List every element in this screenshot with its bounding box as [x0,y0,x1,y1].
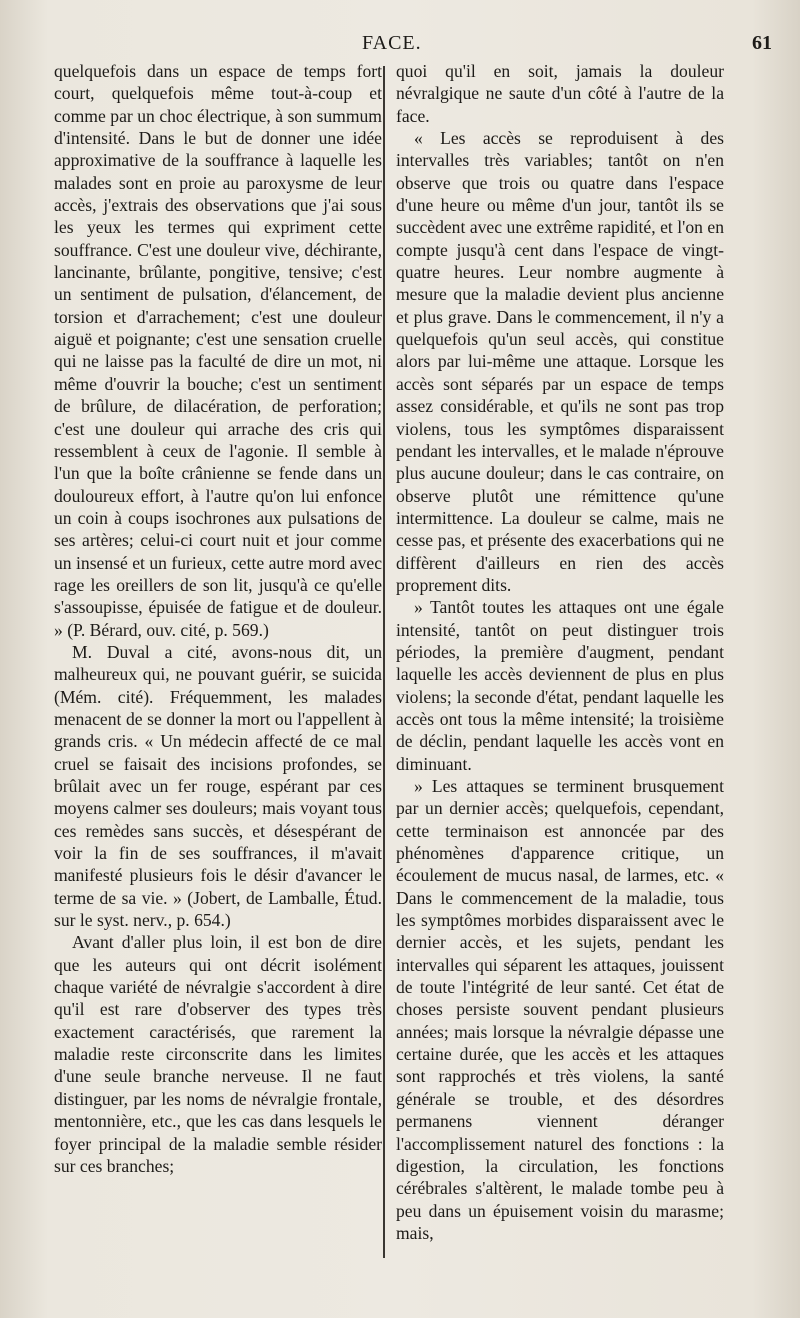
column-divider [383,66,385,1258]
paragraph: « Les accès se reproduisent à des intervalles très variables; tantôt on n'en observe que trois ou quatre dans l'espace d'une heure ou même d'un jour, tantôt ils se succèdent avec une extrême rapidité, et l'on en compte jusqu'à cent dans l'espace de vingt-quatre heures. Leur nombre augmente à mesure que la maladie devient plus ancienne et plus grave. Dans le commencement, il n'y a quelquefois qu'un seul accès, qui constitue alors par lui-même une attaque. Lorsque les accès sont séparés par un espace de temps assez considérable, et qu'ils ne sont pas trop violens, tous les symptômes disparaissent pendant les intervalles, et le malade n'éprouve plus aucune douleur; dans le cas contraire, on observe plutôt une rémittence qu'une intermittence. La douleur se calme, mais ne cesse pas, et présente des exacerbations qui ne diffèrent d'ailleurs en rien des accès proprement dits. [396,128,724,595]
paragraph: quoi qu'il en soit, jamais la douleur névralgique ne saute d'un côté à l'autre de la face. [396,61,724,126]
right-column [396,60,724,1244]
page-header [0,32,800,58]
paragraph: » Tantôt toutes les attaques ont une égale intensité, tantôt on peut distinguer trois périodes, la première d'augment, pendant laquelle les accès deviennent de plus en plus violens; la seconde d'état, pendant laquelle les accès ont tous la même intensité; la troisième de déclin, pendant laquelle les accès vont en diminuant. [396,597,724,774]
paragraph: Avant d'aller plus loin, il est bon de dire que les auteurs qui ont décrit isolément chaque variété de névralgie s'accordent à dire qu'il est rare d'observer des types très exactement caractérisés, que rarement la maladie reste circonscrite dans les limites d'une seule branche nerveuse. Il ne faut distinguer, par les noms de névralgie frontale, mentonnière, etc., que les cas dans lesquels le foyer principal de la maladie semble résider sur ces branches; [54,932,382,1176]
paragraph: M. Duval a cité, avons-nous dit, un malheureux qui, ne pouvant guérir, se suicida (Mém. cité). Fréquemment, les malades menacent de se donner la mort ou l'appellent à grands cris. « Un médecin affecté de ce mal cruel se faisait des incisions profondes, se brûlait avec un fer rouge, espérant par ces moyens calmer ses douleurs; mais voyant tous ces remèdes sans succès, et désespérant de voir la fin de ses souffrances, il m'avait manifesté plusieurs fois le désir d'avancer le terme de sa vie. » (Jobert, de Lamballe, Étud. sur le syst. nerv., p. 654.) [54,641,382,931]
running-title: FACE. [362,32,422,54]
page-number: 61 [752,32,772,54]
paragraph: quelquefois dans un espace de temps fort court, quelquefois même tout-à-coup et comme par un choc électrique, à son summum d'intensité. Dans le but de donner une idée approximative de la souffrance à laquelle les malades sont en proie au paroxysme de leur accès, j'extrais des observations que j'ai sous les yeux les termes qui expriment cette souffrance. C'est une douleur vive, déchirante, lancinante, brûlante, pongitive, tensive; c'est un sentiment de pulsation, d'élancement, de torsion et d'arrachement; c'est une douleur aiguë et poignante; c'est une sensation cruelle qui ne laisse pas la faculté de dire un mot, ni même d'ouvrir la bouche; c'est un sentiment de brûlure, de dilacération, de perforation; c'est une douleur qui arrache des cris qui ressemblent à ceux de l'agonie. Il semble à l'un que la boîte crânienne se fende dans un douloureux effort, à l'autre qu'on lui enfonce un coin à coups isochrones aux pulsations de ses artères; celui-ci court nuit et jour comme un insensé et un furieux, cette autre mord avec rage les oreillers de son lit, jusqu'à ce qu'elle s'assoupisse, épuisée de fatigue et de douleur. » (P. Bérard, ouv. cité, p. 569.) [54,61,382,640]
left-column [54,60,382,1177]
paragraph: » Les attaques se terminent brusquement par un dernier accès; quelquefois, cependant, cette terminaison est annoncée par des phénomènes d'apparence critique, un écoulement de mucus nasal, de larmes, etc. « Dans le commencement de la maladie, tous les symptômes morbides disparaissent avec le dernier accès, et les sujets, pendant les intervalles qui séparent les attaques, jouissent de toute l'intégrité de leur santé. Cet état de choses persiste souvent pendant plusieurs années; mais lorsque la névralgie dépasse une certaine durée, que les accès et les attaques sont rapprochés et très violens, la santé générale se trouble, et des désordres permanens viennent déranger l'accomplissement naturel des fonctions : la digestion, la circulation, les fonctions cérébrales s'altèrent, le malade tombe peu à peu dans un épuisement voisin du marasme; mais, [396,776,724,1243]
